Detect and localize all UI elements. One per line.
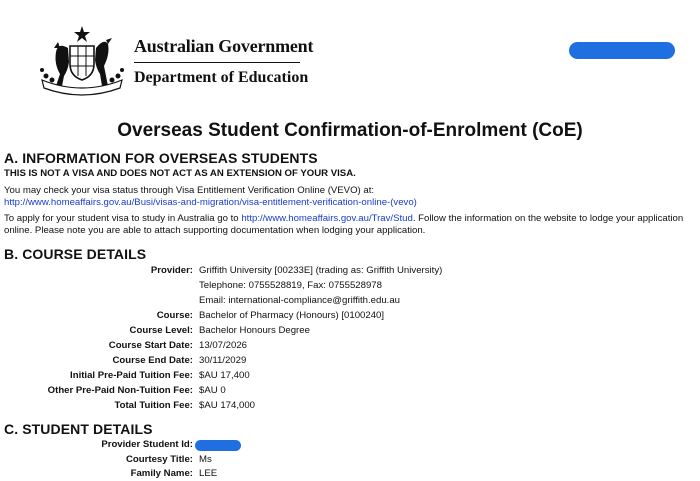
branding-divider	[134, 62, 300, 63]
field-value: 13/07/2026	[199, 340, 248, 351]
student-detail-row	[0, 453, 700, 467]
field-value: Telephone: 0755528819, Fax: 0755528978	[199, 280, 382, 291]
field-value: $AU 174,000	[199, 400, 256, 411]
field-label: Course:	[156, 310, 193, 321]
government-name: Australian Government	[134, 36, 314, 56]
field-value: Griffith University [00233E] (trading as: Griffith University)	[199, 265, 443, 276]
redaction-mark	[195, 440, 241, 451]
course-detail-row	[0, 354, 700, 368]
field-label: Family Name:	[130, 468, 193, 479]
vevo-text: You may check your visa status through Visa Entitlement Verification Online (VEVO) at:	[4, 185, 375, 196]
apply-text-suffix: . Follow the information on the website to lodge your application online. Please note you are able to attach supporting documentation when lodging your application.	[4, 213, 684, 236]
field-label: Total Tuition Fee:	[114, 400, 193, 411]
student-detail-row	[0, 467, 700, 481]
course-detail-row	[0, 339, 700, 353]
course-detail-row	[0, 279, 700, 293]
course-detail-row	[0, 264, 700, 278]
field-label: Other Pre-Paid Non-Tuition Fee:	[47, 385, 193, 396]
field-label: Courtesy Title:	[126, 454, 193, 465]
field-label: Course Start Date:	[108, 340, 193, 351]
redaction-mark	[569, 42, 675, 59]
section-b-title: B. COURSE DETAILS	[4, 246, 147, 262]
student-visa-link[interactable]: http://www.homeaffairs.gov.au/Trav/Stud	[241, 213, 413, 224]
course-detail-row	[0, 324, 700, 338]
field-label: Provider Student Id:	[101, 439, 193, 450]
course-detail-row	[0, 369, 700, 383]
course-detail-row	[0, 384, 700, 398]
field-value: Bachelor of Pharmacy (Honours) [0100240]	[199, 310, 385, 321]
student-detail-row	[0, 438, 700, 452]
vevo-paragraph	[4, 185, 694, 209]
field-value: Ms	[199, 454, 212, 465]
field-value: Email: international-compliance@griffith.edu.au	[199, 295, 401, 306]
visa-warning: THIS IS NOT A VISA AND DOES NOT ACT AS AN EXTENSION OF YOUR VISA.	[4, 168, 356, 179]
course-detail-row	[0, 309, 700, 323]
field-label: Course Level:	[129, 325, 193, 336]
government-branding	[134, 36, 313, 87]
section-c-title: C. STUDENT DETAILS	[4, 421, 153, 437]
field-label: Initial Pre-Paid Tuition Fee:	[70, 370, 193, 381]
section-a-title: A. INFORMATION FOR OVERSEAS STUDENTS	[4, 150, 318, 166]
field-value: $AU 17,400	[199, 370, 250, 381]
document-title: Overseas Student Confirmation-of-Enrolment (CoE)	[117, 120, 583, 141]
course-detail-row	[0, 399, 700, 413]
visa-apply-paragraph	[4, 213, 694, 237]
field-value: LEE	[199, 468, 218, 479]
field-label: Course End Date:	[112, 355, 193, 366]
field-value: $AU 0	[199, 385, 226, 396]
apply-text-prefix: To apply for your student visa to study in Australia go to	[4, 213, 242, 224]
commonwealth-coat-of-arms-icon	[34, 24, 130, 96]
field-value: Bachelor Honours Degree	[199, 325, 310, 336]
department-name: Department of Education	[134, 69, 309, 86]
field-label: Provider:	[150, 265, 193, 276]
field-value: 30/11/2029	[199, 355, 247, 366]
course-detail-row	[0, 294, 700, 308]
vevo-link[interactable]: http://www.homeaffairs.gov.au/Busi/visas-and-migration/visa-entitlement-verification-online-(vevo)	[4, 197, 417, 208]
